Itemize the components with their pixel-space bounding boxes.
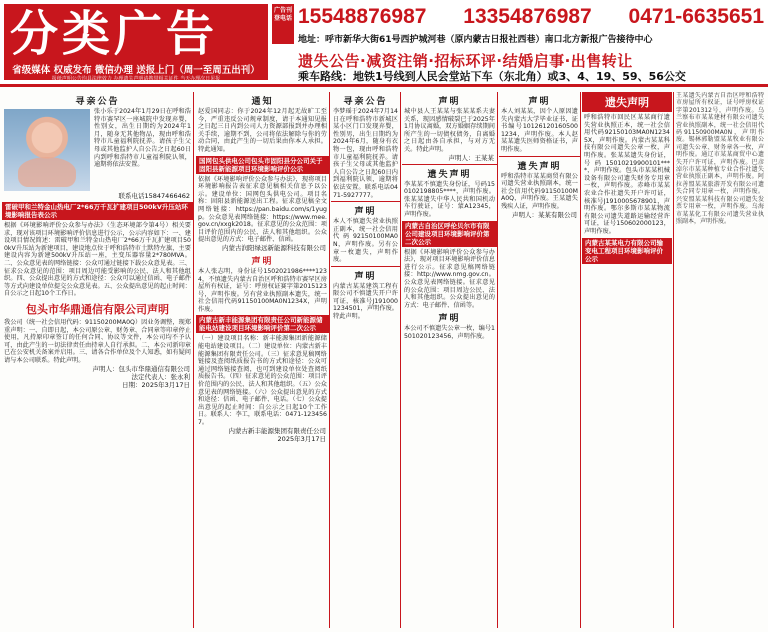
notice-body: 呼和浩特市回民区某某商行遗失营业执照正本，统一社会信用代码92150103MA0N12345X，声明作废。内蒙古某某科技有限公司遗失公章一枚，声明作废。张某某遗失身份证，号码15010219900101****，声明作废。包头市某某机械设备有限公司遗失财务专用章一枚，声明作废。赤峰市某某农业合作社遗失开户许可证，核准号J1910005678901，声明作废。鄂尔多斯市某某物流有限公司遗失道路运输经营许可证，证号150602000123，声明作废。 bbox=[584, 114, 670, 235]
notice-signature: 声明人：某某有限公司 bbox=[512, 210, 577, 219]
notice-body: 王某遗失内蒙古自治区呼和浩特市房屋所有权证，证号呼房权证字第201312号，声明作废。乌兰察布市某某建材有限公司遗失营业执照副本，统一社会信用代码91150900MA0N，声明作废。锡林郭勒盟某某牧业有限公司遗失公章、财务章各一枚，声明作废。通辽市某某商贸中心遗失开户许可证，声明作废。巴彦淖尔市某某种植专业合作社遗失营业执照正副本，声明作废。阿拉善盟某某旅游开发有限公司遗失合同专用章一枚，声明作废。兴安盟某某科技有限公司遗失发票专用章一枚，声明作废。乌海市某某化工有限公司遗失营业执照副本，声明作废。 bbox=[676, 92, 764, 225]
phone-numbers bbox=[298, 4, 764, 30]
notice-body: 张小乐于2024年1月29日在呼和浩特市赛罕区一座城院中发现弃婴，性别女，出生日期约为2024年1月，随身无其他物品，现由呼和浩特市儿童福利院抚养。请孩子生父母或其他监护人自公告之日起60日内到呼和浩特市儿童福利院认领，逾期将依法安置。 bbox=[94, 108, 191, 169]
notice-body: 根据《环境影响评价公众参与办法》，现对项目环境影响评价信息进行公示。征求意见稿网络链接：http://www.nmg.gov.cn。公众意见表网络链接。征求意见的公众范围：项目周边公民、法人和其他组织。公众提出意见的方式：电子邮件、信函等。 bbox=[404, 248, 495, 309]
notice-title: 寻亲公告 bbox=[343, 97, 388, 107]
column-3 bbox=[331, 92, 401, 628]
notice-date: 日期：2025年3月17日 bbox=[122, 380, 190, 389]
bus-route: 乘车路线：地铁1号线到人民会堂站下车（东北角）或3、4、19、59、56公交 bbox=[298, 70, 686, 83]
page-title: 分类广告 bbox=[10, 6, 219, 62]
brand-block bbox=[4, 4, 268, 80]
notice-body: 本人张志明，身份证号1502021986****1234，不慎遗失内蒙古自治区呼和浩特市赛罕区房屋所有权证，证号：呼房权证赛字第2015123号，声明作废。另有营业执照副本遗失，统一社会信用代码91150100MA0N1234X，声明作废。 bbox=[198, 267, 327, 313]
notice-title: 包头市华鼎通信有限公司声明 bbox=[26, 302, 169, 316]
notice-title: 声明 bbox=[354, 271, 377, 282]
divider bbox=[331, 201, 400, 202]
notice-title: 声明 bbox=[438, 314, 461, 325]
notice-contact: 联系电话15847466462 bbox=[118, 192, 190, 200]
notice-date: 2025年3月17日 bbox=[277, 434, 326, 443]
baby-photo bbox=[4, 109, 90, 191]
notice-body: 依据《环境影响评价公众参与办法》，现将项目环境影响报告表征求意见稿相关信息予以公示。建设单位：国网包头供电公司。项目名称：固阳县新能源送出工程。征求意见稿全文网络链接：https://pan.baidu.com/s/1yugp。公众意见表网络链接：https://www.mee.gov.cn/xxgk2018。征求意见的公众范围：项目评价范围内的公民、法人和其他组织。公众提出意见的方式：电子邮件、信函。 bbox=[198, 175, 327, 244]
masthead bbox=[0, 0, 768, 87]
phone-number: 0471-6635651 bbox=[628, 5, 764, 28]
address: 地址：呼市新华大街61号西护城河巷（原内蒙古日报社西巷）南口北方新报广告接待中心 bbox=[298, 35, 653, 45]
column-4 bbox=[402, 92, 498, 628]
notice-body: （一）建设项目名称：新丰能源集团新能源储能电站建设项目。（二）建设单位：内蒙古新丰能源集团有限责任公司。（三）征求意见稿网络链接及查阅纸质报告书的方式和途径：公众可通过网络链接查阅，也可到建设单位处查阅纸质报告书。（四）征求意见的公众范围：项目评价范围内的公民、法人和其他组织。（五）公众意见表的网络链接。（六）公众提出意见的方式和途径：信函、电子邮件、电话。（七）公众提出意见的起止时间：自公示之日起10个工作日。联系人：李工，联系电话：0471-1234567。 bbox=[198, 335, 327, 426]
notice-signature: 法定代表人：张永利 bbox=[131, 372, 190, 381]
divider bbox=[402, 164, 497, 165]
divider bbox=[331, 266, 400, 267]
notice-signature: 声明人：王某某 bbox=[448, 153, 494, 162]
notice-title: 遗失声明 bbox=[582, 92, 672, 112]
brand-note: 报纸声明公告均具法律效力 办理遗失声明请携带相关证件 当天办理次日见报 bbox=[51, 76, 221, 82]
notice-banner: 内蒙古自治区呼伦贝尔市有限公司建设项目环境影响评价第二次公示 bbox=[402, 221, 497, 247]
notice-title: 遗失声明 bbox=[427, 169, 472, 180]
column-1 bbox=[2, 92, 194, 628]
categories-banner: 遗失公告·减资注销·招标环评·结婚启事·出售转让 bbox=[298, 52, 633, 70]
notice-title: 声明 bbox=[354, 207, 377, 218]
hotline-label: 广告刊登电话 bbox=[272, 4, 294, 44]
notice-body: 本人不慎遗失营业执照正副本，统一社会信用代码92150100MA0N，声明作废。另有公章一枚遗失，声明作废。 bbox=[333, 218, 398, 264]
notice-body: 本公司不慎遗失公章一枚，编号1501020123456，声明作废。 bbox=[404, 325, 495, 340]
notice-signature: 内蒙古润阳绿远新能源科技有限公司 bbox=[222, 243, 326, 252]
brand-slogan: 省级媒体 权威发布 微信办理 送报上门（周一至周五出刊） bbox=[12, 65, 260, 76]
column-6 bbox=[582, 92, 672, 628]
notice-body: 李梦瑶于2024年7月14日在呼和浩特市新城区某小区门口发现弃婴，性别男，出生日期约为2024年6月，随身有衣物一包，现由呼和浩特市儿童福利院抚养。请孩子生父母或其他监护人自公告之日起60日内到福利院认领，逾期将依法安置。联系电话0471-5927777。 bbox=[333, 108, 398, 199]
column-2 bbox=[196, 92, 330, 628]
notice-title: 遗失声明 bbox=[517, 161, 562, 172]
notice-banner: 内蒙古新丰能源集团有限责任公司新能源储能电站建设项目环境影响评价第二次公示 bbox=[196, 315, 329, 333]
notice-body: 城中县人王某某与张某某系夫妻关系，现因感情破裂已于2025年1月协议离婚，双方婚姻存续期间所产生的一切债权债务，自离婚之日起由各自承担，与对方无关。特此声明。 bbox=[404, 108, 495, 153]
phone-number: 13354876987 bbox=[463, 5, 592, 28]
notice-title: 声明 bbox=[528, 97, 551, 107]
notice-body: 呼和浩特市某某商贸有限公司遗失营业执照副本，统一社会信用代码91150100MA0Q，声明作废。王某遗失残疾人证，声明作废。 bbox=[501, 172, 578, 210]
notice-body: 李某某不慎遗失身份证，号码150102198805****，声明作废。张某某遗失中华人民共和国机动车行驶证，证号：蒙A12345，声明作废。 bbox=[404, 180, 495, 218]
phone-number: 15548876987 bbox=[298, 5, 427, 28]
notice-title: 通知 bbox=[251, 97, 274, 107]
notice-banner: 雷破甲和兰特金山热电厂2*66万千瓦扩建项目500kV升压站环境影响报告表公示 bbox=[2, 202, 193, 220]
notice-body: 根据《环境影响评价公众参与办法》（生态环境部令第4号）相关要求，现对该项目环境影响评价信息进行公示，公示内容如下：一、建设项目情况简述：雷破甲和兰特金山热电厂2*66万千瓦扩建项目500kV升压站为新建项目，建设地点位于呼和浩特市土默特左旗，主要建设内容为新建500kV升压站一座，主变压器容量2*780MVA。二、公众意见表的网络链接：公众可通过链接下载公众意见表。三、征求公众意见的范围：项目周边可能受影响的公民、法人和其他组织。四、公众提出意见的方式和途径：公众可以通过信函、电子邮件等方式向建设单位提交公众意见表。五、公众提出意见的起止时间：自公示之日起10个工作日。 bbox=[4, 222, 191, 298]
notice-body: 赵爱国同志：你于2024年12月起无故旷工至今，严重违反公司规章制度，请于本通知见报之日起三日内到公司人力资源部报到并办理相关手续，逾期不到，公司将依法解除与你的劳动合同，由此产生的一切后果由你本人承担。特此通知。 bbox=[198, 108, 327, 153]
notice-body: 我公司（统一社会信用代码：91150200MA0Q）因业务调整，现郑重声明：一、自即日起，本公司原公章、财务章、合同章等印章停止使用，凡持原印章签订的任何合同、协议等文件，本公司均不予认可，由此产生的一切法律责任由持章人自行承担。二、本公司新印章已在公安机关备案并启用。三、请各合作单位及个人知悉，如有疑问请与本公司联系。特此声明。 bbox=[4, 318, 191, 364]
notice-title: 声明 bbox=[251, 256, 274, 267]
notice-title: 寻亲公告 bbox=[75, 97, 120, 107]
notice-body: 内蒙古某某建筑工程有限公司不慎遗失开户许可证，核准号J1910001234501，声明作废。特此声明。 bbox=[333, 282, 398, 321]
notice-signature: 内蒙古新丰能源集团有限责任公司 bbox=[228, 426, 326, 435]
notice-banner: 内蒙古某某电力有限公司输变电工程项目环境影响评价公示 bbox=[582, 238, 672, 264]
notice-banner: 国网包头供电公司包头市固阳县分公司关于固阳县新能源项目环境影响评价公示 bbox=[196, 156, 329, 174]
column-5 bbox=[499, 92, 581, 628]
notice-title: 声明 bbox=[438, 97, 461, 107]
notice-body: 本人刘某某，因个人原因遗失内蒙古大学毕业证书，证书编号101261201605001234，声明作废。本人赵某某遗失医师资格证书，声明作废。 bbox=[501, 108, 578, 153]
notice-signature: 声明人：包头市华鼎通信有限公司 bbox=[92, 364, 190, 373]
column-7 bbox=[673, 92, 766, 628]
divider bbox=[499, 156, 580, 157]
